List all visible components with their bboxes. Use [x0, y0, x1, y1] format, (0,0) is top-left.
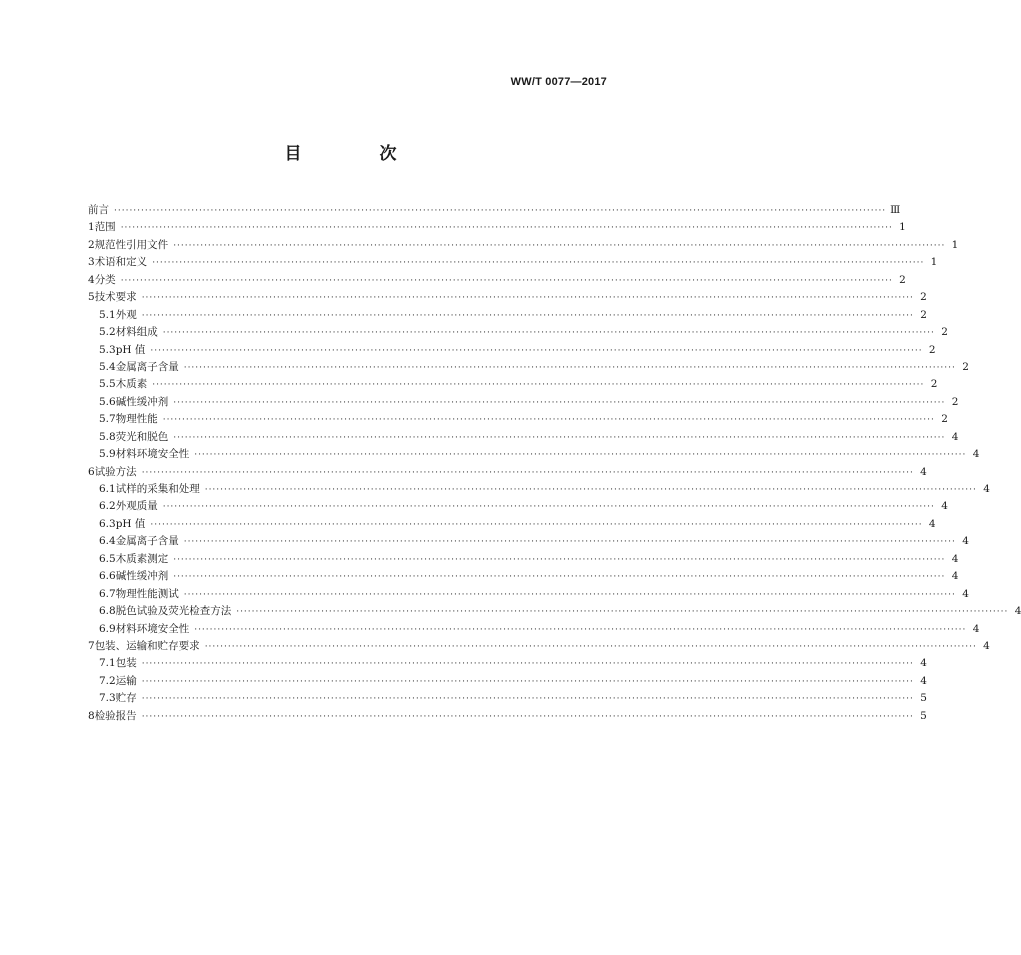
- toc-entry-page: 4: [962, 587, 969, 600]
- toc-entry[interactable]: [88, 603, 1021, 620]
- toc-leader-dots: ········································································································································································································: [141, 293, 914, 304]
- toc-entry[interactable]: [88, 708, 927, 725]
- toc-leader-dots: ········································································································································································································: [141, 659, 914, 670]
- toc-entry-page: 2: [899, 273, 906, 286]
- toc-entry-label: 物理性能: [115, 413, 158, 426]
- toc-entry[interactable]: [88, 568, 959, 585]
- toc-entry-label: 金属离子含量: [115, 360, 179, 373]
- toc-entry-label: 试样的采集和处理: [115, 483, 200, 495]
- toc-entry-number: 5.1: [99, 308, 116, 321]
- toc-entry[interactable]: [88, 638, 990, 655]
- toc-leader-dots: ········································································································································································································: [204, 485, 977, 495]
- toc-entry[interactable]: [88, 655, 927, 672]
- toc-entry-label: 外观质量: [115, 500, 158, 513]
- toc-leader-dots: ········································································································································································································: [162, 415, 935, 426]
- toc-entry-label: 材料环境安全性: [115, 622, 190, 635]
- toc-entry[interactable]: [88, 307, 927, 324]
- toc-entry-label: 包装: [115, 657, 137, 670]
- toc-leader-dots: ········································································································································································································: [141, 711, 914, 722]
- toc-entry-number: 5.9: [99, 448, 116, 461]
- toc-entry-label: pH 值: [115, 517, 146, 530]
- toc-entry-number: 2: [88, 238, 95, 251]
- toc-entry-page: 4: [972, 622, 980, 635]
- toc-leader-dots: ········································································································································································································: [120, 223, 893, 234]
- toc-leader-dots: ········································································································································································································: [194, 450, 967, 461]
- toc-leader-dots: ········································································································································································································: [173, 397, 946, 408]
- toc-entry[interactable]: [88, 254, 938, 271]
- toc-entry-page: 2: [951, 395, 959, 408]
- toc-entry-page: 2: [941, 413, 948, 426]
- toc-entry-page: 4: [920, 657, 927, 670]
- standard-code: WW/T 0077—2017: [510, 76, 607, 88]
- toc-entry-label: 木质素: [115, 378, 148, 391]
- toc-entry-label: 碱性缓冲剂: [115, 570, 169, 583]
- toc-entry-page: 2: [962, 360, 969, 373]
- toc-entry-label: 荧光和脱色: [115, 430, 169, 443]
- toc-entry[interactable]: [88, 272, 906, 289]
- toc-entry-label: 材料环境安全性: [115, 448, 190, 461]
- toc-entry[interactable]: [88, 516, 936, 533]
- toc-entry-page: 2: [928, 343, 936, 356]
- toc-entry-number: 5.7: [99, 413, 116, 426]
- toc-leader-dots: ········································································································································································································: [141, 467, 914, 478]
- toc-entry-label: 运输: [115, 674, 137, 687]
- toc-entry[interactable]: [88, 219, 906, 236]
- toc-entry-label: 检验报告: [94, 709, 137, 722]
- toc-entry-page: 4: [962, 535, 969, 548]
- toc-entry-label: 木质素测定: [115, 552, 169, 565]
- toc-entry-page: 4: [1014, 605, 1021, 618]
- toc-leader-dots: ········································································································································································································: [162, 502, 935, 513]
- toc-entry-number: 6.2: [99, 500, 116, 513]
- toc-entry-page: 4: [983, 483, 990, 495]
- toc-entry-page: 5: [920, 709, 927, 722]
- toc-entry-number: 6.7: [99, 587, 116, 600]
- toc-leader-dots: ········································································································································································································: [236, 607, 1009, 618]
- toc-entry[interactable]: [88, 376, 938, 393]
- toc-entry-number: 7: [88, 639, 95, 652]
- toc-entry-number: 6.1: [99, 483, 116, 495]
- toc-entry-number: 6: [88, 465, 95, 478]
- toc-entry-label: 分类: [94, 273, 116, 286]
- toc-leader-dots: ········································································································································································································: [173, 572, 946, 583]
- toc-entry-page: 4: [928, 517, 936, 530]
- toc-entry-page: 2: [920, 308, 927, 321]
- toc-entry[interactable]: [88, 429, 959, 446]
- toc-entry[interactable]: [88, 324, 948, 341]
- toc-entry-number: 6.5: [99, 552, 116, 565]
- toc-entry-label: 材料组成: [115, 326, 158, 339]
- toc-entry-number: 6.9: [99, 622, 116, 635]
- toc-entry[interactable]: [88, 498, 948, 515]
- toc-entry[interactable]: [88, 586, 969, 603]
- toc-entry-page: 2: [930, 378, 938, 391]
- toc-entry-number: 6.8: [99, 605, 116, 618]
- toc-entry-label: 脱色试验及荧光检查方法: [115, 605, 232, 618]
- toc-entry[interactable]: [88, 446, 980, 463]
- toc-entry-number: 5.4: [99, 360, 116, 373]
- toc-entry-number: 5.5: [99, 378, 116, 391]
- toc-entry-number: 7.2: [99, 674, 116, 687]
- toc-entry-label: 贮存: [115, 692, 137, 705]
- toc-entry-number: 5.8: [99, 430, 116, 443]
- toc-leader-dots: ········································································································································································································: [183, 537, 956, 548]
- toc-entry-number: 6.3: [99, 517, 116, 530]
- toc-entry[interactable]: [88, 394, 959, 411]
- toc-leader-dots: ········································································································································································································: [150, 345, 923, 356]
- toc-entry-page: 2: [920, 291, 927, 304]
- page-title: 目 次: [284, 144, 433, 164]
- toc-entry-page: 4: [972, 448, 980, 461]
- toc-leader-dots: ········································································································································································································: [183, 589, 956, 600]
- toc-entry-label: 规范性引用文件: [94, 238, 169, 251]
- toc-entry-number: 5.2: [99, 326, 116, 339]
- toc-leader-dots: ········································································································································································································: [204, 641, 977, 652]
- toc-entry-number: 5: [88, 291, 95, 304]
- toc-leader-dots: ········································································································································································································: [183, 362, 956, 373]
- toc-entry[interactable]: [88, 202, 901, 219]
- toc-entry-number: 1: [88, 221, 95, 234]
- toc-entry[interactable]: [88, 481, 990, 498]
- toc-entry-label: 碱性缓冲剂: [115, 395, 169, 408]
- toc-entry-number: 4: [88, 273, 95, 286]
- toc-entry-label: 金属离子含量: [115, 535, 179, 548]
- toc-entry-page: Ⅲ: [890, 204, 901, 216]
- toc-leader-dots: ········································································································································································································: [162, 328, 935, 339]
- toc-leader-dots: ········································································································································································································: [120, 275, 893, 286]
- toc-entry[interactable]: [88, 359, 969, 376]
- toc-entry[interactable]: [88, 533, 969, 550]
- toc-leader-dots: ········································································································································································································: [194, 624, 967, 635]
- toc-entry[interactable]: [88, 551, 959, 568]
- toc-entry-number: 8: [88, 709, 95, 722]
- toc-leader-dots: ········································································································································································································: [173, 240, 946, 251]
- toc-leader-dots: ········································································································································································································: [141, 676, 914, 687]
- toc-entry-label: pH 值: [115, 343, 146, 356]
- toc-leader-dots: ········································································································································································································: [114, 206, 887, 216]
- toc-entry-label: 范围: [94, 221, 116, 234]
- toc-entry-page: 1: [899, 221, 906, 234]
- toc-leader-dots: ········································································································································································································: [173, 432, 946, 443]
- toc-entry-label: 术语和定义: [94, 256, 148, 269]
- toc-entry-label: 包装、运输和贮存要求: [94, 639, 200, 652]
- toc-entry-page: 2: [941, 326, 948, 339]
- toc-entry-number: 7.1: [99, 657, 116, 670]
- toc-leader-dots: ········································································································································································································: [173, 554, 946, 565]
- toc-entry[interactable]: [88, 673, 927, 690]
- toc-entry-label: 试验方法: [94, 465, 137, 478]
- table-of-contents: [88, 202, 1021, 725]
- toc-entry-page: 4: [951, 430, 959, 443]
- toc-entry-page: 4: [920, 674, 927, 687]
- toc-leader-dots: ········································································································································································································: [150, 519, 923, 530]
- toc-entry-page: 4: [983, 639, 990, 652]
- toc-entry-label: 外观: [115, 308, 137, 321]
- toc-entry[interactable]: [88, 342, 936, 359]
- toc-entry-page: 4: [951, 552, 959, 565]
- toc-entry[interactable]: [88, 237, 959, 254]
- toc-entry[interactable]: [88, 289, 927, 306]
- toc-entry-page: 1: [930, 256, 938, 269]
- toc-entry-page: 4: [920, 465, 927, 478]
- toc-entry-label: 技术要求: [94, 291, 137, 304]
- toc-entry-number: 7.3: [99, 692, 116, 705]
- toc-entry-number: 5.3: [99, 343, 116, 356]
- toc-entry-number: 5.6: [99, 395, 116, 408]
- toc-leader-dots: ········································································································································································································: [141, 694, 914, 705]
- toc-entry[interactable]: [88, 621, 980, 638]
- toc-leader-dots: ········································································································································································································: [152, 380, 925, 391]
- toc-entry-page: 4: [941, 500, 948, 513]
- toc-entry-page: 5: [920, 692, 927, 705]
- toc-entry-label: 物理性能测试: [115, 587, 179, 600]
- toc-entry[interactable]: [88, 464, 927, 481]
- toc-entry[interactable]: [88, 411, 948, 428]
- toc-leader-dots: ········································································································································································································: [152, 258, 925, 269]
- toc-entry-number: 6.4: [99, 535, 116, 548]
- toc-entry-page: 1: [951, 238, 959, 251]
- toc-entry-label: 前言: [88, 204, 109, 216]
- toc-entry-number: 3: [88, 256, 95, 269]
- toc-leader-dots: ········································································································································································································: [141, 310, 914, 321]
- toc-entry-number: 6.6: [99, 570, 116, 583]
- toc-entry-page: 4: [951, 570, 959, 583]
- toc-entry[interactable]: [88, 690, 927, 707]
